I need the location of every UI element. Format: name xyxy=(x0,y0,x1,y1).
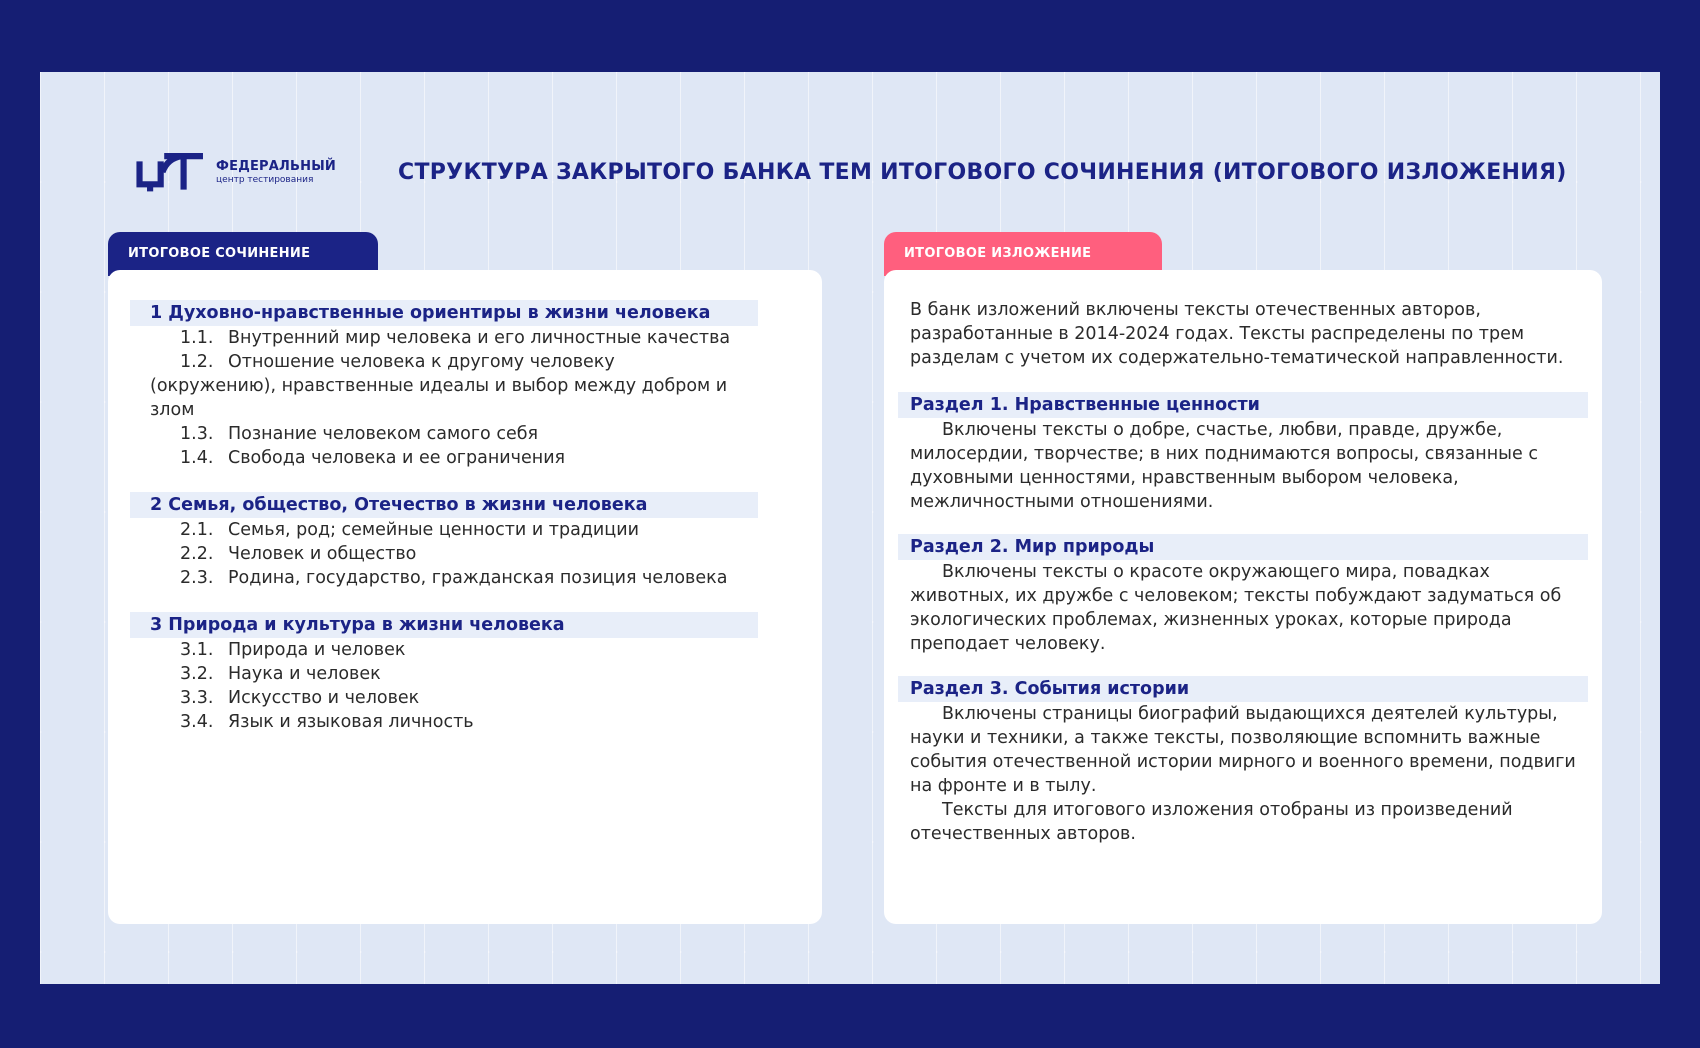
essay-topic xyxy=(130,446,780,470)
page-title: СТРУКТУРА ЗАКРЫТОГО БАНКА ТЕМ ИТОГОВОГО СОЧИНЕНИЯ (ИТОГОВОГО ИЗЛОЖЕНИЯ) xyxy=(398,159,1567,185)
topic-number: 1.4. xyxy=(180,448,214,468)
topic-text: Свобода человека и ее ограничения xyxy=(228,448,566,468)
essay-topic xyxy=(130,662,780,686)
topic-text: Язык и языковая личность xyxy=(228,712,474,732)
essay-section-heading: 3 Природа и культура в жизни человека xyxy=(130,612,758,638)
essay-topic xyxy=(130,422,780,446)
ft-logo-icon xyxy=(136,142,210,202)
logo-subtitle: центр тестирования xyxy=(216,175,314,185)
essay-topic xyxy=(130,710,780,734)
essay-topic xyxy=(130,326,780,350)
summary-card xyxy=(884,270,1602,924)
tab-essay: ИТОГОВОЕ СОЧИНЕНИЕ xyxy=(108,232,378,276)
logo xyxy=(136,142,336,202)
topic-number: 3.1. xyxy=(180,640,214,660)
summary-section xyxy=(884,676,1602,846)
topic-number: 2.1. xyxy=(180,520,214,540)
topic-text: Отношение человека к другому человеку (окружению), нравственные идеалы и выбор между добром и злом xyxy=(150,352,728,420)
summary-paragraph: Включены тексты о добре, счастье, любви, правде, дружбе, милосердии, творчестве; в них поднимаются вопросы, связанные с духовными ценностями, нравственным выбором человека, межличностными отношениями. xyxy=(910,420,1538,512)
topic-text: Наука и человек xyxy=(228,664,381,684)
essay-section-heading: 1 Духовно-нравственные ориентиры в жизни человека xyxy=(130,300,758,326)
topic-text: Природа и человек xyxy=(228,640,406,660)
topic-number: 3.2. xyxy=(180,664,214,684)
topic-text: Искусство и человек xyxy=(228,688,420,708)
essay-section xyxy=(130,492,780,590)
logo-title: ФЕДЕРАЛЬНЫЙ xyxy=(216,159,336,174)
topic-text: Внутренний мир человека и его личностные качества xyxy=(228,328,731,348)
topic-number: 1.1. xyxy=(180,328,214,348)
essay-card xyxy=(108,270,822,924)
topic-number: 1.2. xyxy=(180,352,214,372)
essay-topic xyxy=(130,638,780,662)
essay-topic xyxy=(130,566,780,590)
essay-topic xyxy=(130,350,780,422)
summary-paragraph: Включены страницы биографий выдающихся деятелей культуры, науки и техники, а также тексты, позволяющие вспомнить важные события отечественной истории мирного и военного времени, подвиги на фронте и в тылу. xyxy=(910,704,1576,796)
header xyxy=(136,124,1566,220)
topic-number: 2.3. xyxy=(180,568,214,588)
summary-section-heading: Раздел 2. Мир природы xyxy=(898,534,1588,560)
summary-intro: В банк изложений включены тексты отечественных авторов, разработанные в 2014-2024 годах. Тексты распределены по трем разделам с учетом их содержательно-тематической направленности. xyxy=(910,300,1564,368)
tab-summary: ИТОГОВОЕ ИЗЛОЖЕНИЕ xyxy=(884,232,1162,276)
essay-section xyxy=(130,612,780,734)
summary-section xyxy=(884,534,1602,656)
summary-paragraph: Тексты для итогового изложения отобраны из произведений отечественных авторов. xyxy=(910,800,1513,844)
topic-number: 3.4. xyxy=(180,712,214,732)
summary-section-heading: Раздел 1. Нравственные ценности xyxy=(898,392,1588,418)
topic-text: Семья, род; семейные ценности и традиции xyxy=(228,520,639,540)
essay-section-heading: 2 Семья, общество, Отечество в жизни человека xyxy=(130,492,758,518)
topic-number: 1.3. xyxy=(180,424,214,444)
topic-number: 3.3. xyxy=(180,688,214,708)
essay-section xyxy=(130,300,780,470)
topic-text: Познание человеком самого себя xyxy=(228,424,539,444)
topic-text: Родина, государство, гражданская позиция человека xyxy=(228,568,728,588)
topic-number: 2.2. xyxy=(180,544,214,564)
essay-topic xyxy=(130,518,780,542)
slide xyxy=(40,72,1660,984)
essay-topic xyxy=(130,686,780,710)
summary-section-heading: Раздел 3. События истории xyxy=(898,676,1588,702)
summary-section xyxy=(884,392,1602,514)
topic-text: Человек и общество xyxy=(228,544,417,564)
essay-topic xyxy=(130,542,780,566)
summary-paragraph: Включены тексты о красоте окружающего мира, повадках животных, их дружбе с человеком; тексты побуждают задуматься об экологических проблемах, жизненных уроках, которые природа преподает человеку. xyxy=(910,562,1562,654)
